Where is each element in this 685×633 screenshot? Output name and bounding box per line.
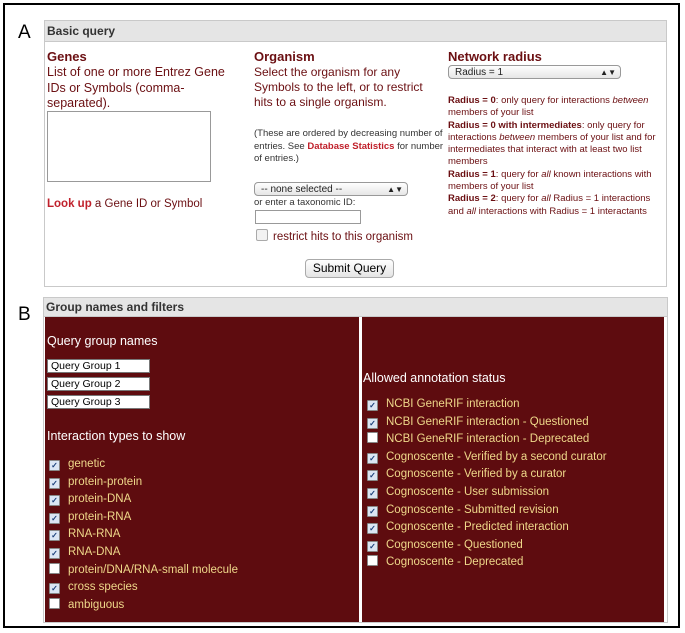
- interaction-type-label: protein-DNA: [68, 493, 132, 506]
- checkbox-checked-icon[interactable]: ✓: [49, 530, 60, 541]
- annotation-status-label: Cognoscente - Predicted interaction: [386, 521, 569, 534]
- interaction-type-option[interactable]: [49, 580, 138, 594]
- annotation-status-label: Cognoscente - Verified by a curator: [386, 468, 567, 481]
- interaction-type-option[interactable]: [49, 475, 142, 489]
- radius-help-desc: : query for all Radius = 1 interactions and all interactions with Radius = 1 interactants: [448, 193, 651, 217]
- checkbox-checked-icon[interactable]: ✓: [367, 470, 378, 481]
- annotation-status-label: NCBI GeneRIF interaction: [386, 398, 520, 410]
- radius-select-value: Radius = 1: [455, 67, 504, 78]
- radius-help-item: [448, 120, 663, 169]
- checkbox-checked-icon[interactable]: ✓: [367, 400, 378, 411]
- interaction-type-option[interactable]: [49, 545, 120, 559]
- interaction-type-label: protein-RNA: [68, 510, 132, 523]
- radius-help-label: Radius = 0: [448, 95, 496, 106]
- interaction-type-option[interactable]: [49, 527, 120, 541]
- radius-select[interactable]: [448, 65, 621, 79]
- interaction-type-label: RNA-RNA: [68, 528, 121, 541]
- annotation-status-title: Allowed annotation status: [363, 371, 506, 385]
- checkbox-checked-icon[interactable]: ✓: [49, 460, 60, 471]
- annotation-status-option[interactable]: [367, 432, 589, 446]
- note-text: (These are ordered by decreasing number of entries. See: [254, 128, 443, 152]
- organism-note: [254, 128, 444, 166]
- annotation-status-option[interactable]: [367, 520, 569, 534]
- database-statistics-link[interactable]: Database Statistics: [307, 140, 395, 152]
- radius-help-item: [448, 169, 663, 194]
- checkbox-unchecked-icon[interactable]: [49, 563, 60, 574]
- basic-query-header: Basic query: [45, 21, 666, 42]
- annotation-status-pane: [362, 317, 664, 622]
- checkbox-unchecked-icon[interactable]: [367, 432, 378, 443]
- radius-help-label: Radius = 2: [448, 193, 496, 205]
- annotation-status-option[interactable]: [367, 538, 523, 552]
- query-group-input-3[interactable]: Query Group 3: [47, 395, 150, 409]
- select-arrows-icon: ▲▼: [387, 185, 403, 194]
- radius-help-text: [448, 95, 663, 218]
- checkbox-checked-icon[interactable]: ✓: [49, 548, 60, 559]
- organism-description: Select the organism for any Symbols to the left, or to restrict hits to a single organism.: [254, 65, 423, 109]
- annotation-status-option[interactable]: [367, 415, 589, 429]
- checkbox-checked-icon[interactable]: ✓: [367, 523, 378, 534]
- interaction-type-option[interactable]: [49, 457, 105, 471]
- annotation-status-label: Cognoscente - Submitted revision: [386, 503, 559, 516]
- basic-query-panel: [44, 20, 667, 287]
- taxonomic-id-input[interactable]: [255, 210, 361, 224]
- organism-title: Organism: [254, 49, 315, 64]
- note-text-end: for number of entries.): [254, 140, 444, 164]
- annotation-status-option[interactable]: [367, 397, 520, 411]
- checkbox-checked-icon[interactable]: ✓: [367, 541, 378, 552]
- interaction-type-label: protein/DNA/RNA-small molecule: [68, 563, 238, 576]
- restrict-organism-option[interactable]: [256, 229, 413, 243]
- checkbox-checked-icon[interactable]: ✓: [49, 583, 60, 594]
- query-group-input-2[interactable]: Query Group 2: [47, 377, 150, 391]
- annotation-status-option[interactable]: [367, 450, 607, 464]
- query-groups-interactions-pane: [45, 317, 359, 622]
- annotation-status-option[interactable]: [367, 503, 559, 517]
- lookup-line: [47, 198, 202, 210]
- checkbox-checked-icon[interactable]: ✓: [49, 513, 60, 524]
- annotation-status-label: Cognoscente - Questioned: [386, 538, 523, 551]
- genes-column: [47, 49, 247, 210]
- annotation-status-label: Cognoscente - Deprecated: [386, 556, 524, 569]
- checkbox-checked-icon[interactable]: ✓: [49, 478, 60, 489]
- network-radius-column: [448, 49, 663, 217]
- organism-column: [254, 49, 444, 243]
- restrict-checkbox[interactable]: [256, 229, 268, 241]
- select-arrows-icon: ▲▼: [600, 68, 616, 77]
- checkbox-checked-icon[interactable]: ✓: [367, 453, 378, 464]
- figure-frame: [3, 3, 680, 628]
- checkbox-checked-icon[interactable]: ✓: [367, 506, 378, 517]
- genes-textarea[interactable]: [47, 111, 211, 182]
- panel-label-a: A: [18, 22, 31, 43]
- interaction-type-option[interactable]: [49, 510, 131, 524]
- interaction-type-label: cross species: [68, 581, 138, 594]
- annotation-status-label: NCBI GeneRIF interaction - Deprecated: [386, 433, 590, 446]
- submit-query-button[interactable]: Submit Query: [305, 259, 394, 278]
- network-radius-title: Network radius: [448, 49, 542, 64]
- radius-help-desc: : only query for interactions between members of your list and for intermediates that interact with at least two list members: [448, 119, 656, 168]
- checkbox-checked-icon[interactable]: ✓: [49, 495, 60, 506]
- checkbox-checked-icon[interactable]: ✓: [367, 418, 378, 429]
- radius-help-item: [448, 95, 663, 120]
- query-group-title: Query group names: [47, 334, 158, 348]
- genes-description: List of one or more Entrez Gene IDs or Symbols (comma-separated).: [47, 65, 225, 110]
- annotation-status-label: NCBI GeneRIF interaction - Questioned: [386, 415, 589, 428]
- panel-label-b: B: [18, 304, 31, 325]
- restrict-label: restrict hits to this organism: [273, 231, 413, 243]
- checkbox-checked-icon[interactable]: ✓: [367, 488, 378, 499]
- interaction-type-option[interactable]: [49, 598, 124, 612]
- radius-help-item: [448, 193, 663, 218]
- query-group-input-1[interactable]: Query Group 1: [47, 359, 150, 373]
- radius-help-desc: : only query for interactions between members of your list: [448, 95, 649, 119]
- group-filters-header: Group names and filters: [44, 298, 667, 317]
- lookup-text: a Gene ID or Symbol: [91, 198, 203, 210]
- interaction-type-label: protein-protein: [68, 475, 143, 488]
- organism-select-value: -- none selected --: [261, 184, 343, 195]
- radius-help-label: Radius = 0 with intermediates: [448, 119, 582, 131]
- group-filters-panel: [43, 297, 668, 623]
- annotation-status-option[interactable]: [367, 485, 549, 499]
- annotation-status-option[interactable]: [367, 555, 523, 569]
- interaction-type-label: genetic: [68, 458, 106, 470]
- radius-help-label: Radius = 1: [448, 168, 496, 180]
- checkbox-unchecked-icon[interactable]: [367, 555, 378, 566]
- radius-help-desc: : query for all known interactions with members of your list: [448, 168, 652, 193]
- interaction-type-label: ambiguous: [68, 598, 125, 611]
- interaction-type-option[interactable]: [49, 492, 131, 506]
- interaction-type-label: RNA-DNA: [68, 546, 121, 558]
- annotation-status-label: Cognoscente - User submission: [386, 486, 549, 498]
- interaction-types-title: Interaction types to show: [47, 429, 186, 443]
- annotation-status-option[interactable]: [367, 467, 566, 481]
- annotation-status-label: Cognoscente - Verified by a second curator: [386, 450, 607, 463]
- checkbox-unchecked-icon[interactable]: [49, 598, 60, 609]
- genes-title: Genes: [47, 49, 87, 64]
- taxonomic-id-label: or enter a taxonomic ID:: [254, 197, 356, 208]
- lookup-link[interactable]: Look up: [47, 198, 92, 210]
- organism-select[interactable]: [254, 182, 408, 196]
- interaction-type-option[interactable]: [49, 563, 238, 577]
